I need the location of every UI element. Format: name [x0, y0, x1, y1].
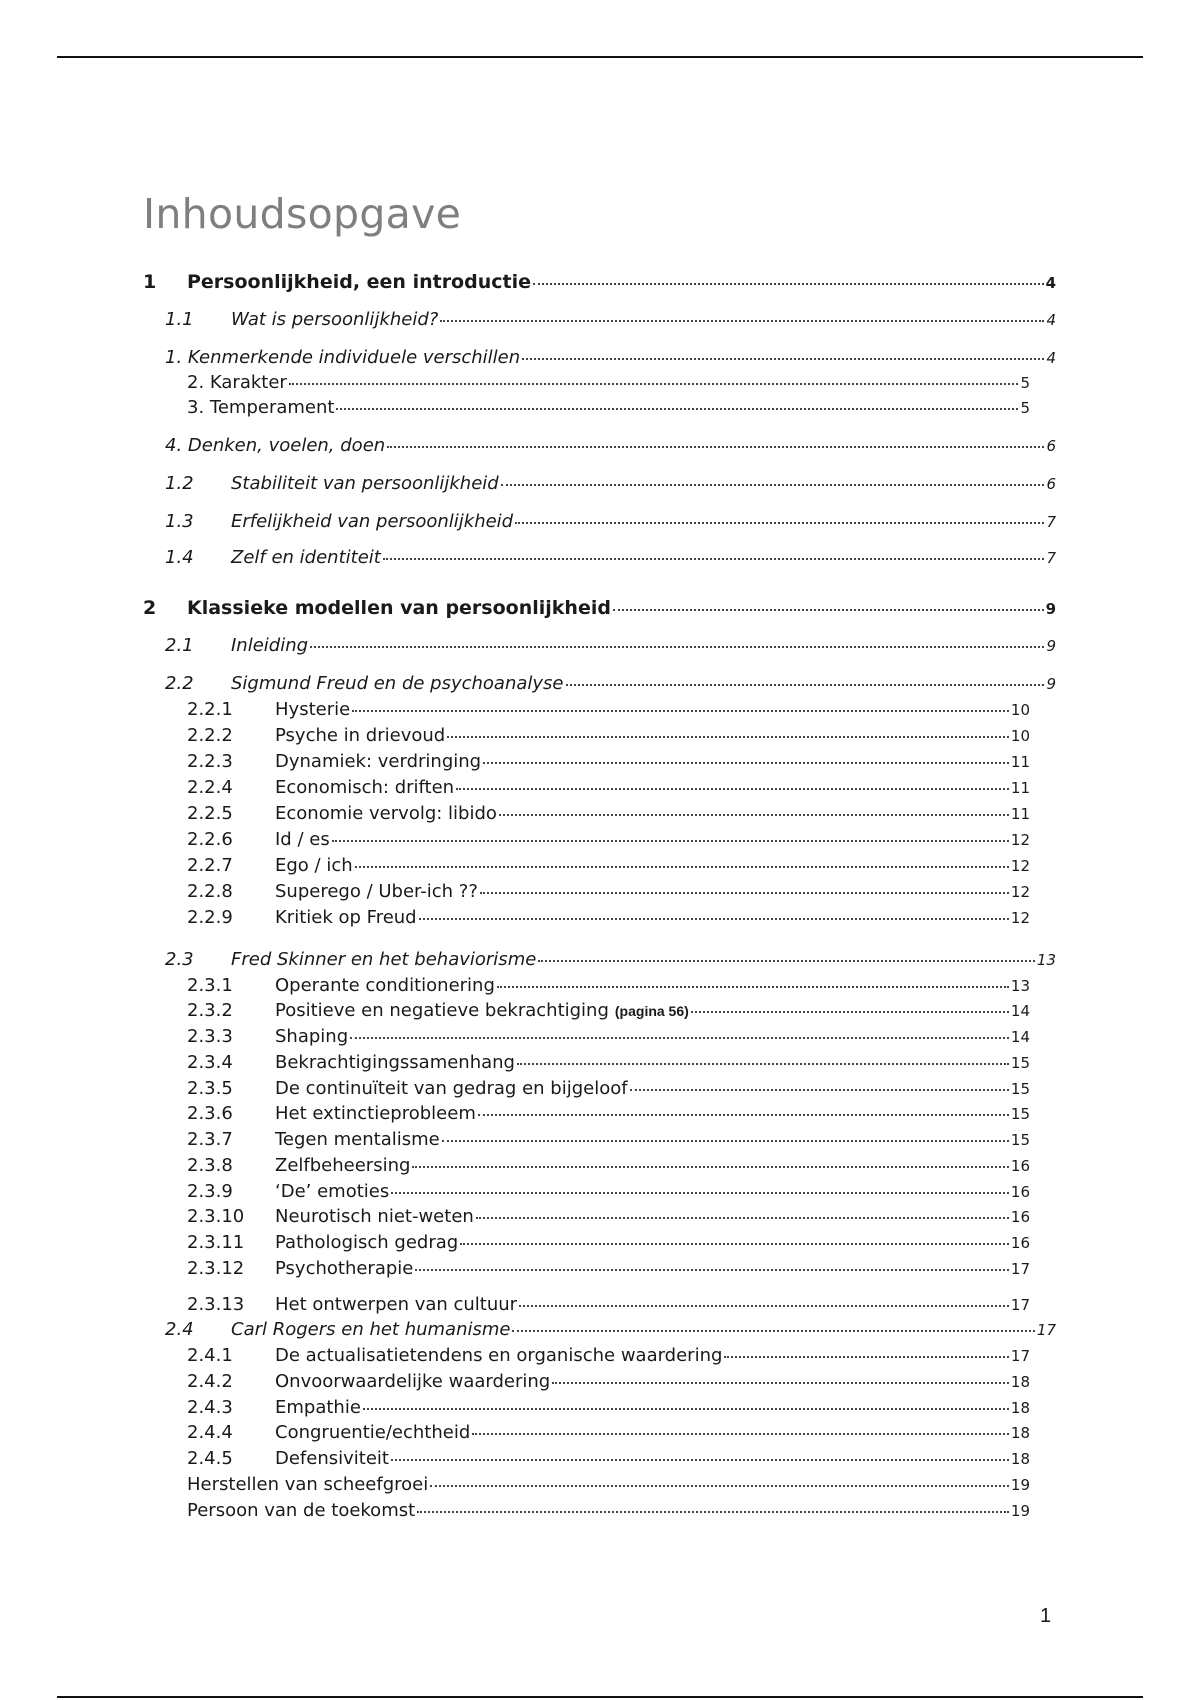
dot-leader — [517, 1063, 1009, 1065]
dot-leader — [417, 1511, 1009, 1513]
bottom-rule — [57, 1696, 1143, 1698]
dot-leader — [442, 1140, 1009, 1142]
toc-entry-number: 2.3.5 — [187, 1078, 233, 1099]
dot-leader — [630, 1089, 1009, 1091]
toc-entry-label: Herstellen van scheefgroei — [187, 1474, 429, 1495]
toc-entry-page: 14 — [1010, 1028, 1030, 1046]
dot-leader — [430, 1485, 1009, 1487]
toc-entry[interactable] — [187, 1294, 1030, 1315]
toc-entry[interactable] — [187, 1181, 1030, 1202]
toc-entry-label: Zelf en identiteit — [231, 547, 381, 568]
toc-entry-number: 1.3 — [165, 511, 194, 532]
toc-entry-page: 17 — [1036, 1321, 1056, 1339]
toc-entry-number: 2.2.1 — [187, 699, 233, 720]
toc-entry-page: 13 — [1036, 951, 1056, 969]
toc-entry-page: 12 — [1010, 857, 1030, 875]
toc-entry-label: Economie vervolg: libido — [275, 803, 497, 824]
toc-entry-page: 12 — [1010, 883, 1030, 901]
toc-entry-number: 2.2.6 — [187, 829, 233, 850]
toc-entry-label: Superego / Uber-ich ?? — [275, 881, 478, 902]
toc-entry[interactable] — [143, 271, 1056, 293]
toc-entry-number: 2.3.8 — [187, 1155, 233, 1176]
toc-entry-label: Hysterie — [275, 699, 351, 720]
toc-entry[interactable] — [165, 435, 1056, 456]
toc-entry-number: 2.2.5 — [187, 803, 233, 824]
dot-leader — [478, 1114, 1009, 1116]
dot-leader — [472, 1433, 1009, 1435]
toc-entry-number: 2.3.1 — [187, 975, 233, 996]
dot-leader — [499, 814, 1009, 816]
dot-leader — [419, 918, 1009, 920]
dot-leader — [480, 892, 1009, 894]
toc-entry[interactable] — [187, 1052, 1030, 1073]
dot-leader — [691, 1011, 1009, 1013]
toc-entry-label: Klassieke modellen van persoonlijkheid — [187, 597, 611, 619]
toc-entry-number: 2.2.3 — [187, 751, 233, 772]
toc-entry-label: Defensiviteit — [275, 1448, 389, 1469]
toc-entry[interactable] — [187, 1026, 1030, 1047]
toc-entry[interactable] — [187, 975, 1030, 996]
dot-leader — [515, 522, 1044, 524]
dot-leader — [355, 866, 1009, 868]
toc-entry-label: Bekrachtigingssamenhang — [275, 1052, 515, 1073]
toc-entry-label: Onvoorwaardelijke waardering — [275, 1371, 551, 1392]
toc-entry-number: 2 — [143, 597, 157, 619]
dot-leader — [289, 383, 1019, 385]
toc-entry[interactable] — [187, 372, 1030, 393]
toc-entry-label: Neurotisch niet-weten — [275, 1206, 474, 1227]
toc-entry-label: Sigmund Freud en de psychoanalyse — [231, 673, 564, 694]
toc-entry-number: 2.4.1 — [187, 1345, 233, 1366]
dot-leader — [512, 1330, 1034, 1332]
toc-entry-number: 2.2.2 — [187, 725, 233, 746]
toc-entry-number: 2.2.4 — [187, 777, 233, 798]
toc-entry-page: 10 — [1010, 727, 1030, 745]
toc-entry-page: 19 — [1010, 1502, 1030, 1520]
toc-entry-label: Inleiding — [231, 635, 309, 656]
toc-entry[interactable] — [187, 1000, 1030, 1021]
toc-entry[interactable] — [187, 1345, 1030, 1366]
toc-entry-page: 7 — [1046, 513, 1056, 531]
toc-entry-number: 1.2 — [165, 473, 194, 494]
dot-leader — [387, 446, 1044, 448]
toc-entry[interactable] — [187, 1155, 1030, 1176]
toc-entry-label: Congruentie/echtheid — [275, 1422, 471, 1443]
toc-entry-page: 16 — [1010, 1183, 1030, 1201]
toc-entry-label: De actualisatietendens en organische waardering — [275, 1345, 723, 1366]
dot-leader — [415, 1269, 1009, 1271]
toc-entry[interactable] — [187, 1258, 1030, 1279]
toc-entry-label: Shaping — [275, 1026, 349, 1047]
toc-entry-page: 16 — [1010, 1157, 1030, 1175]
toc-entry[interactable] — [165, 347, 1056, 368]
toc-entry[interactable] — [187, 1103, 1030, 1124]
toc-entry[interactable] — [187, 1474, 1030, 1495]
dot-leader — [310, 646, 1044, 648]
toc-entry-page: 19 — [1010, 1476, 1030, 1494]
dot-leader — [501, 484, 1045, 486]
toc-entry-number: 2.1 — [165, 635, 194, 656]
toc-entry-number: 2.3 — [165, 949, 194, 970]
toc-entry[interactable] — [165, 673, 1056, 694]
toc-entry-label: 3. Temperament — [187, 397, 335, 418]
toc-entry[interactable] — [187, 397, 1030, 418]
toc-entry[interactable] — [187, 1422, 1030, 1443]
toc-entry-note: (pagina 56) — [614, 1003, 689, 1019]
toc-entry-label: Positieve en negatieve bekrachtiging — [275, 1000, 609, 1021]
toc-entry-number: 2.3.13 — [187, 1294, 245, 1315]
toc-entry[interactable] — [187, 751, 1030, 772]
dot-leader — [332, 840, 1009, 842]
toc-entry-number: 2.2.9 — [187, 907, 233, 928]
dot-leader — [440, 320, 1044, 322]
toc-entry[interactable] — [165, 547, 1056, 568]
toc-entry-page: 5 — [1020, 399, 1030, 417]
toc-entry-label: Persoonlijkheid, een introductie — [187, 271, 531, 293]
toc-entry-page: 5 — [1020, 374, 1030, 392]
toc-entry[interactable] — [187, 1232, 1030, 1253]
toc-entry-page: 15 — [1010, 1105, 1030, 1123]
toc-entry-label: Kritiek op Freud — [275, 907, 417, 928]
toc-entry[interactable] — [187, 1078, 1030, 1099]
toc-entry-number: 2.4.3 — [187, 1397, 233, 1418]
toc-entry[interactable] — [187, 725, 1030, 746]
toc-entry-page: 16 — [1010, 1208, 1030, 1226]
toc-entry-number: 2.4.4 — [187, 1422, 233, 1443]
toc-entry-page: 12 — [1010, 831, 1030, 849]
toc-entry-number: 2.3.3 — [187, 1026, 233, 1047]
toc-entry-number: 2.3.7 — [187, 1129, 233, 1150]
dot-leader — [447, 736, 1009, 738]
toc-entry-page: 17 — [1010, 1347, 1030, 1365]
toc-entry-number: 1 — [143, 271, 157, 293]
toc-entry-number: 1.4 — [165, 547, 194, 568]
toc-entry-label: 1. Kenmerkende individuele verschillen — [165, 347, 521, 368]
toc-entry[interactable] — [187, 1206, 1030, 1227]
toc-entry-page: 15 — [1010, 1054, 1030, 1072]
toc-entry-page: 6 — [1046, 475, 1056, 493]
toc-entry[interactable] — [187, 1448, 1030, 1469]
dot-leader — [519, 1305, 1009, 1307]
toc-entry-page: 13 — [1010, 977, 1030, 995]
toc-entry[interactable] — [187, 881, 1030, 902]
dot-leader — [456, 788, 1009, 790]
toc-entry-page: 15 — [1010, 1131, 1030, 1149]
toc-entry-label: Ego / ich — [275, 855, 353, 876]
toc-entry-page: 17 — [1010, 1260, 1030, 1278]
toc-entry-label: Het extinctieprobleem — [275, 1103, 476, 1124]
toc-entry-label: Tegen mentalisme — [275, 1129, 440, 1150]
dot-leader — [391, 1192, 1009, 1194]
toc-entry-label: Zelfbeheersing — [275, 1155, 411, 1176]
toc-entry-number: 2.2 — [165, 673, 194, 694]
toc-entry[interactable] — [187, 855, 1030, 876]
toc-entry-page: 11 — [1010, 805, 1030, 823]
dot-leader — [391, 1459, 1009, 1461]
toc-entry[interactable] — [165, 511, 1056, 532]
toc-entry-label: Erfelijkheid van persoonlijkheid — [231, 511, 514, 532]
toc-entry-page: 10 — [1010, 701, 1030, 719]
toc-entry-page: 18 — [1010, 1424, 1030, 1442]
toc-entry-number: 2.3.6 — [187, 1103, 233, 1124]
toc-entry-label: Id / es — [275, 829, 330, 850]
toc-entry-number: 2.3.9 — [187, 1181, 233, 1202]
toc-entry-page: 18 — [1010, 1399, 1030, 1417]
toc-entry[interactable] — [187, 1129, 1030, 1150]
dot-leader — [552, 1382, 1009, 1384]
toc-entry-label: Empathie — [275, 1397, 361, 1418]
toc-entry-page: 11 — [1010, 753, 1030, 771]
top-rule — [57, 56, 1143, 58]
toc-entry[interactable] — [187, 1371, 1030, 1392]
toc-entry-number: 2.3.12 — [187, 1258, 245, 1279]
toc-entry-label: ‘De’ emoties — [275, 1181, 390, 1202]
dot-leader — [522, 358, 1044, 360]
toc-entry-label: Psychotherapie — [275, 1258, 414, 1279]
dot-leader — [352, 710, 1009, 712]
dot-leader — [476, 1217, 1009, 1219]
toc-entry-label: Carl Rogers en het humanisme — [231, 1319, 511, 1340]
toc-entry[interactable] — [187, 829, 1030, 850]
toc-entry[interactable] — [165, 1319, 1056, 1340]
dot-leader — [383, 558, 1045, 560]
toc-entry-label: 4. Denken, voelen, doen — [165, 435, 386, 456]
toc-entry-number: 2.3.11 — [187, 1232, 245, 1253]
toc-entry-page: 9 — [1046, 637, 1056, 655]
toc-entry-page: 18 — [1010, 1450, 1030, 1468]
toc-entry-page: 7 — [1046, 549, 1056, 567]
toc-entry-label: Operante conditionering — [275, 975, 495, 996]
toc-entry-page: 16 — [1010, 1234, 1030, 1252]
toc-entry[interactable] — [187, 777, 1030, 798]
dot-leader — [497, 986, 1009, 988]
toc-entry-page: 14 — [1010, 1002, 1030, 1020]
toc-entry-label: Fred Skinner en het behaviorisme — [231, 949, 537, 970]
toc-entry-number: 2.4.2 — [187, 1371, 233, 1392]
page-number: 1 — [1040, 1605, 1052, 1627]
dot-leader — [460, 1243, 1009, 1245]
dot-leader — [613, 609, 1044, 611]
dot-leader — [533, 283, 1044, 285]
toc-entry-number: 2.4.5 — [187, 1448, 233, 1469]
toc-entry[interactable] — [165, 473, 1056, 494]
dot-leader — [566, 684, 1045, 686]
toc-entry-label: Economisch: driften — [275, 777, 455, 798]
dot-leader — [363, 1408, 1009, 1410]
toc-entry[interactable] — [187, 803, 1030, 824]
toc-entry-number: 1.1 — [165, 309, 194, 330]
toc-entry-page: 9 — [1046, 675, 1056, 693]
dot-leader — [336, 408, 1018, 410]
toc-entry-label: Psyche in drievoud — [275, 725, 446, 746]
toc-entry-number: 2.3.2 — [187, 1000, 233, 1021]
toc-entry-page: 12 — [1010, 909, 1030, 927]
toc-entry-label: Wat is persoonlijkheid? — [231, 309, 439, 330]
toc-entry-page: 4 — [1045, 274, 1056, 292]
toc-entry-number: 2.3.10 — [187, 1206, 245, 1227]
toc-entry-label: De continuïteit van gedrag en bijgeloof — [275, 1078, 628, 1099]
toc-entry-number: 2.2.8 — [187, 881, 233, 902]
dot-leader — [724, 1356, 1008, 1358]
toc-entry-page: 4 — [1046, 349, 1056, 367]
toc-entry-page: 17 — [1010, 1296, 1030, 1314]
toc-entry-label: 2. Karakter — [187, 372, 287, 393]
toc-title: Inhoudsopgave — [143, 190, 462, 238]
toc-entry-number: 2.4 — [165, 1319, 194, 1340]
toc-entry[interactable] — [187, 699, 1030, 720]
toc-entry[interactable] — [165, 949, 1056, 970]
dot-leader — [538, 960, 1035, 962]
toc-entry[interactable] — [187, 1500, 1030, 1521]
toc-entry-number: 2.2.7 — [187, 855, 233, 876]
toc-entry-number: 2.3.4 — [187, 1052, 233, 1073]
dot-leader — [483, 762, 1009, 764]
dot-leader — [350, 1037, 1009, 1039]
toc-entry-label: Het ontwerpen van cultuur — [275, 1294, 518, 1315]
dot-leader — [412, 1166, 1008, 1168]
toc-entry[interactable] — [187, 1397, 1030, 1418]
toc-entry[interactable] — [165, 635, 1056, 656]
toc-entry-label: Pathologisch gedrag — [275, 1232, 459, 1253]
toc-entry-page: 15 — [1010, 1080, 1030, 1098]
toc-entry[interactable] — [143, 597, 1056, 619]
toc-entry-page: 18 — [1010, 1373, 1030, 1391]
toc-entry[interactable] — [165, 309, 1056, 330]
toc-entry-label: Persoon van de toekomst — [187, 1500, 416, 1521]
toc-entry-page: 11 — [1010, 779, 1030, 797]
toc-entry-page: 9 — [1045, 600, 1056, 618]
toc-entry[interactable] — [187, 907, 1030, 928]
toc-entry-page: 6 — [1046, 437, 1056, 455]
toc-entry-page: 4 — [1046, 311, 1056, 329]
toc-entry-label: Stabiliteit van persoonlijkheid — [231, 473, 499, 494]
toc-entry-label: Dynamiek: verdringing — [275, 751, 482, 772]
